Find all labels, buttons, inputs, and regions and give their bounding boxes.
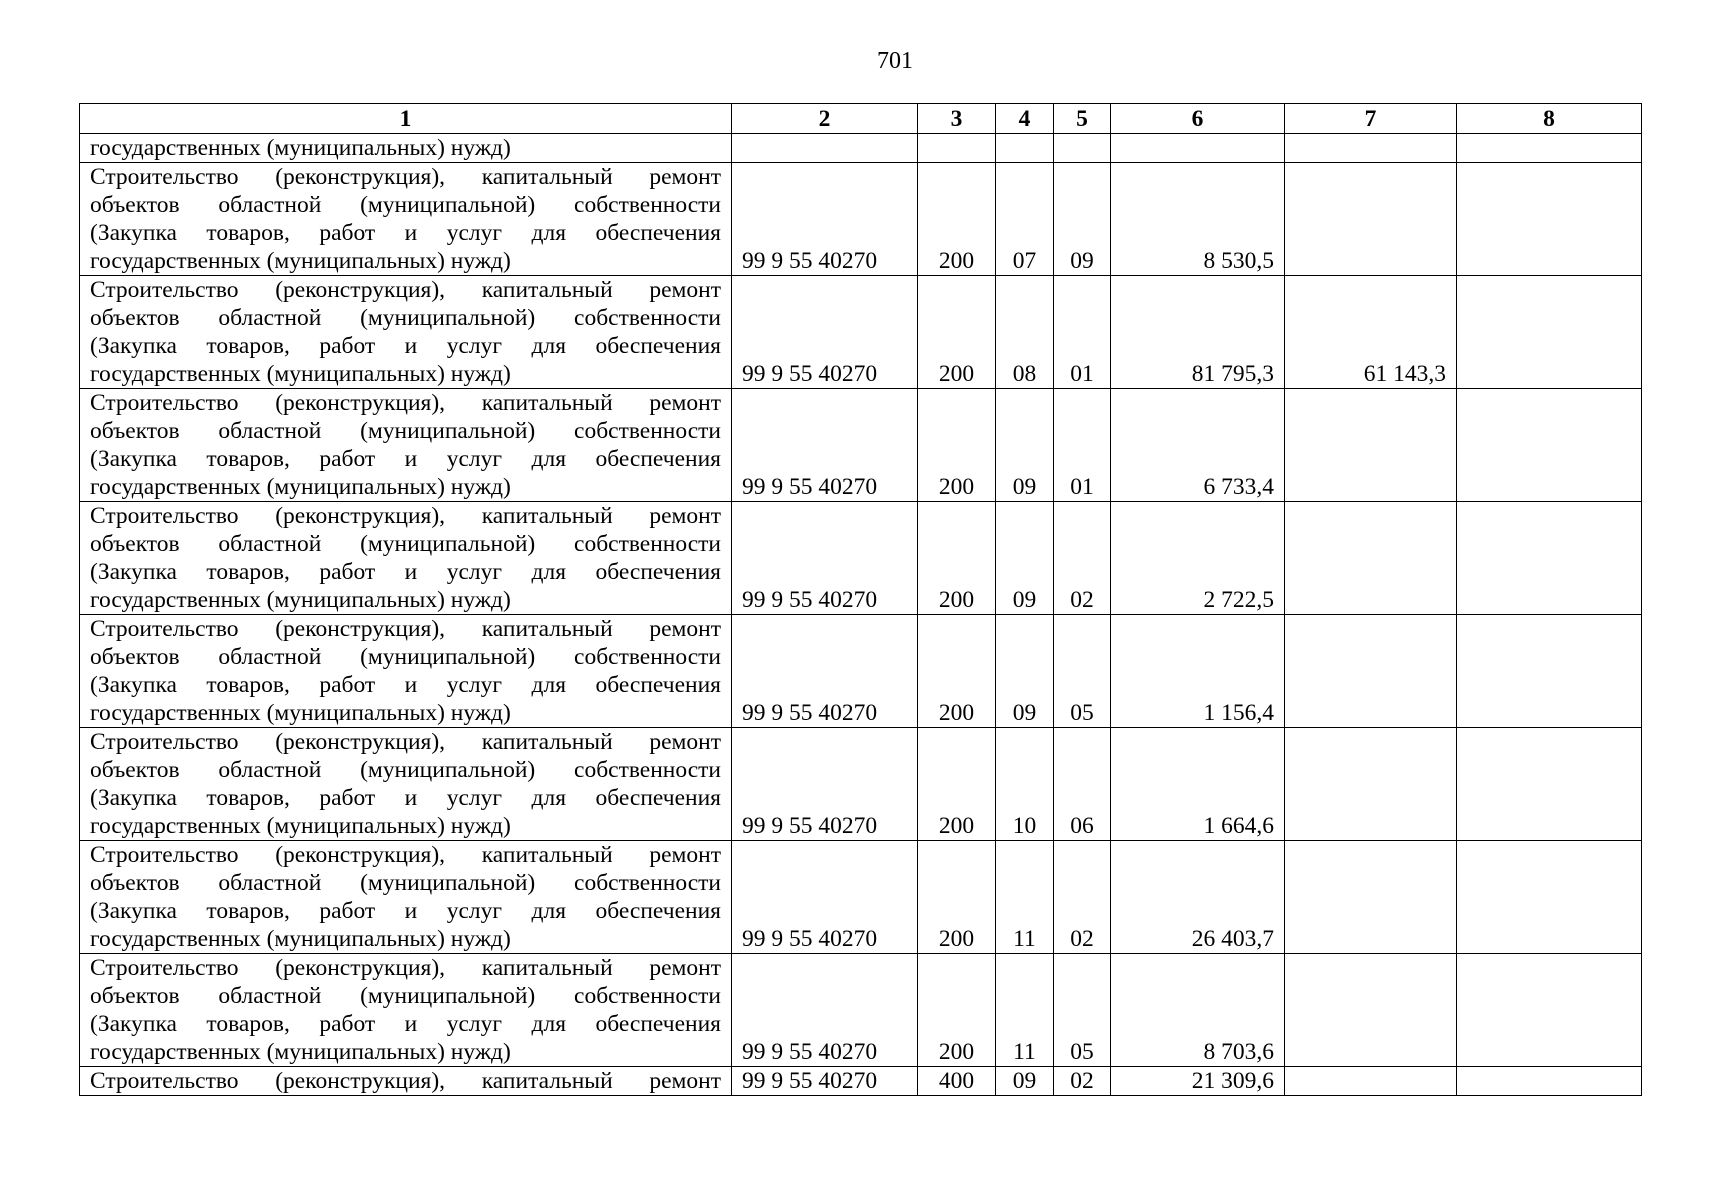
row-amount-col8 (1457, 134, 1642, 163)
page-number: 701 (877, 48, 913, 74)
row-subsection: 02 (1054, 502, 1111, 615)
row-amount-col7 (1285, 389, 1457, 502)
description-line: Строительство (реконструкция), капитальный ремонт (90, 955, 721, 981)
description-line: государственных (муниципальных) нужд) (90, 248, 511, 274)
description-line: государственных (муниципальных) нужд) (90, 587, 511, 613)
row-section: 09 (996, 389, 1054, 502)
header-col-8: 8 (1457, 104, 1642, 134)
row-target-article-code: 99 9 55 40270 (732, 728, 918, 841)
row-target-article-code: 99 9 55 40270 (732, 841, 918, 954)
description-line: государственных (муниципальных) нужд) (90, 813, 511, 839)
header-col-2: 2 (732, 104, 918, 134)
row-description (80, 276, 732, 389)
table-row (80, 954, 1642, 1067)
row-description (80, 1067, 732, 1096)
description-line: объектов областной (муниципальной) собственности (90, 983, 721, 1009)
row-amount: 21 309,6 (1111, 1067, 1285, 1096)
header-col-5: 5 (1054, 104, 1111, 134)
row-section: 09 (996, 1067, 1054, 1096)
row-amount-col7: 61 143,3 (1285, 276, 1457, 389)
description-line: государственных (муниципальных) нужд) (90, 361, 511, 387)
table-row (80, 1067, 1642, 1096)
row-amount: 8 703,6 (1111, 954, 1285, 1067)
row-section: 09 (996, 502, 1054, 615)
description-line: (Закупка товаров, работ и услуг для обеспечения (90, 559, 721, 585)
description-line: (Закупка товаров, работ и услуг для обеспечения (90, 898, 721, 924)
description-line: Строительство (реконструкция), капитальный ремонт (90, 503, 721, 529)
description-line: (Закупка товаров, работ и услуг для обеспечения (90, 333, 721, 359)
table-row (80, 728, 1642, 841)
description-line: Строительство (реконструкция), капитальный ремонт (90, 729, 721, 755)
row-amount-col7 (1285, 728, 1457, 841)
table-row (80, 502, 1642, 615)
row-subsection: 05 (1054, 615, 1111, 728)
row-subsection: 06 (1054, 728, 1111, 841)
row-amount-col7 (1285, 163, 1457, 276)
row-target-article-code: 99 9 55 40270 (732, 389, 918, 502)
row-amount-col8 (1457, 841, 1642, 954)
row-amount-col7 (1285, 1067, 1457, 1096)
row-amount: 1 156,4 (1111, 615, 1285, 728)
row-expense-type: 200 (918, 276, 996, 389)
row-subsection: 01 (1054, 389, 1111, 502)
row-subsection: 02 (1054, 1067, 1111, 1096)
row-amount: 6 733,4 (1111, 389, 1285, 502)
row-target-article-code: 99 9 55 40270 (732, 502, 918, 615)
budget-table (79, 103, 1642, 1096)
table-row (80, 615, 1642, 728)
row-target-article-code: 99 9 55 40270 (732, 615, 918, 728)
row-amount: 2 722,5 (1111, 502, 1285, 615)
row-target-article-code (732, 134, 918, 163)
row-amount-col7 (1285, 954, 1457, 1067)
row-amount-col8 (1457, 276, 1642, 389)
row-target-article-code: 99 9 55 40270 (732, 276, 918, 389)
row-amount: 1 664,6 (1111, 728, 1285, 841)
row-description (80, 615, 732, 728)
table-row (80, 276, 1642, 389)
row-amount-col7 (1285, 841, 1457, 954)
row-expense-type: 200 (918, 502, 996, 615)
budget-table-container (79, 103, 1642, 1096)
row-expense-type: 200 (918, 954, 996, 1067)
row-subsection (1054, 134, 1111, 163)
row-section: 11 (996, 841, 1054, 954)
row-description (80, 954, 732, 1067)
row-expense-type (918, 134, 996, 163)
description-line: (Закупка товаров, работ и услуг для обеспечения (90, 785, 721, 811)
header-col-4: 4 (996, 104, 1054, 134)
description-line: государственных (муниципальных) нужд) (90, 700, 511, 726)
table-header-row (80, 104, 1642, 134)
row-description (80, 728, 732, 841)
description-line: государственных (муниципальных) нужд) (90, 1039, 511, 1065)
row-section: 10 (996, 728, 1054, 841)
row-section: 08 (996, 276, 1054, 389)
description-line: (Закупка товаров, работ и услуг для обеспечения (90, 1011, 721, 1037)
row-amount: 81 795,3 (1111, 276, 1285, 389)
row-section: 09 (996, 615, 1054, 728)
description-line: объектов областной (муниципальной) собственности (90, 531, 721, 557)
header-col-7: 7 (1285, 104, 1457, 134)
row-description (80, 134, 732, 163)
description-line: объектов областной (муниципальной) собственности (90, 418, 721, 444)
row-amount-col8 (1457, 389, 1642, 502)
description-line: объектов областной (муниципальной) собственности (90, 644, 721, 670)
row-section: 07 (996, 163, 1054, 276)
row-expense-type: 200 (918, 728, 996, 841)
row-expense-type: 200 (918, 389, 996, 502)
row-description (80, 502, 732, 615)
table-body (80, 134, 1642, 1096)
row-expense-type: 200 (918, 163, 996, 276)
description-line: Строительство (реконструкция), капитальный ремонт (90, 164, 721, 190)
description-line: Строительство (реконструкция), капитальный ремонт (90, 842, 721, 868)
description-line: объектов областной (муниципальной) собственности (90, 870, 721, 896)
description-line: объектов областной (муниципальной) собственности (90, 305, 721, 331)
row-description (80, 389, 732, 502)
row-amount-col8 (1457, 1067, 1642, 1096)
row-target-article-code: 99 9 55 40270 (732, 954, 918, 1067)
row-subsection: 05 (1054, 954, 1111, 1067)
row-expense-type: 200 (918, 615, 996, 728)
description-line: (Закупка товаров, работ и услуг для обеспечения (90, 220, 721, 246)
row-amount (1111, 134, 1285, 163)
row-subsection: 09 (1054, 163, 1111, 276)
row-amount-col8 (1457, 163, 1642, 276)
description-line: объектов областной (муниципальной) собственности (90, 192, 721, 218)
description-line: (Закупка товаров, работ и услуг для обеспечения (90, 446, 721, 472)
row-amount-col8 (1457, 954, 1642, 1067)
header-col-6: 6 (1111, 104, 1285, 134)
description-line: Строительство (реконструкция), капитальный ремонт (90, 390, 721, 416)
description-line: государственных (муниципальных) нужд) (90, 135, 511, 161)
description-line: государственных (муниципальных) нужд) (90, 474, 511, 500)
row-amount-col7 (1285, 134, 1457, 163)
description-line: государственных (муниципальных) нужд) (90, 926, 511, 952)
header-col-1: 1 (80, 104, 732, 134)
row-description (80, 841, 732, 954)
row-amount-col8 (1457, 502, 1642, 615)
table-row (80, 389, 1642, 502)
row-amount-col7 (1285, 615, 1457, 728)
description-line: (Закупка товаров, работ и услуг для обеспечения (90, 672, 721, 698)
row-expense-type: 400 (918, 1067, 996, 1096)
row-amount-col7 (1285, 502, 1457, 615)
row-section: 11 (996, 954, 1054, 1067)
description-line: объектов областной (муниципальной) собственности (90, 757, 721, 783)
row-amount: 26 403,7 (1111, 841, 1285, 954)
description-line: Строительство (реконструкция), капитальный ремонт (90, 1068, 721, 1094)
row-description (80, 163, 732, 276)
row-expense-type: 200 (918, 841, 996, 954)
row-target-article-code: 99 9 55 40270 (732, 163, 918, 276)
row-amount-col8 (1457, 728, 1642, 841)
row-amount-col8 (1457, 615, 1642, 728)
row-subsection: 01 (1054, 276, 1111, 389)
description-line: Строительство (реконструкция), капитальный ремонт (90, 277, 721, 303)
table-row (80, 134, 1642, 163)
description-line: Строительство (реконструкция), капитальный ремонт (90, 616, 721, 642)
table-row (80, 841, 1642, 954)
row-amount: 8 530,5 (1111, 163, 1285, 276)
row-section (996, 134, 1054, 163)
table-row (80, 163, 1642, 276)
row-target-article-code: 99 9 55 40270 (732, 1067, 918, 1096)
row-subsection: 02 (1054, 841, 1111, 954)
header-col-3: 3 (918, 104, 996, 134)
